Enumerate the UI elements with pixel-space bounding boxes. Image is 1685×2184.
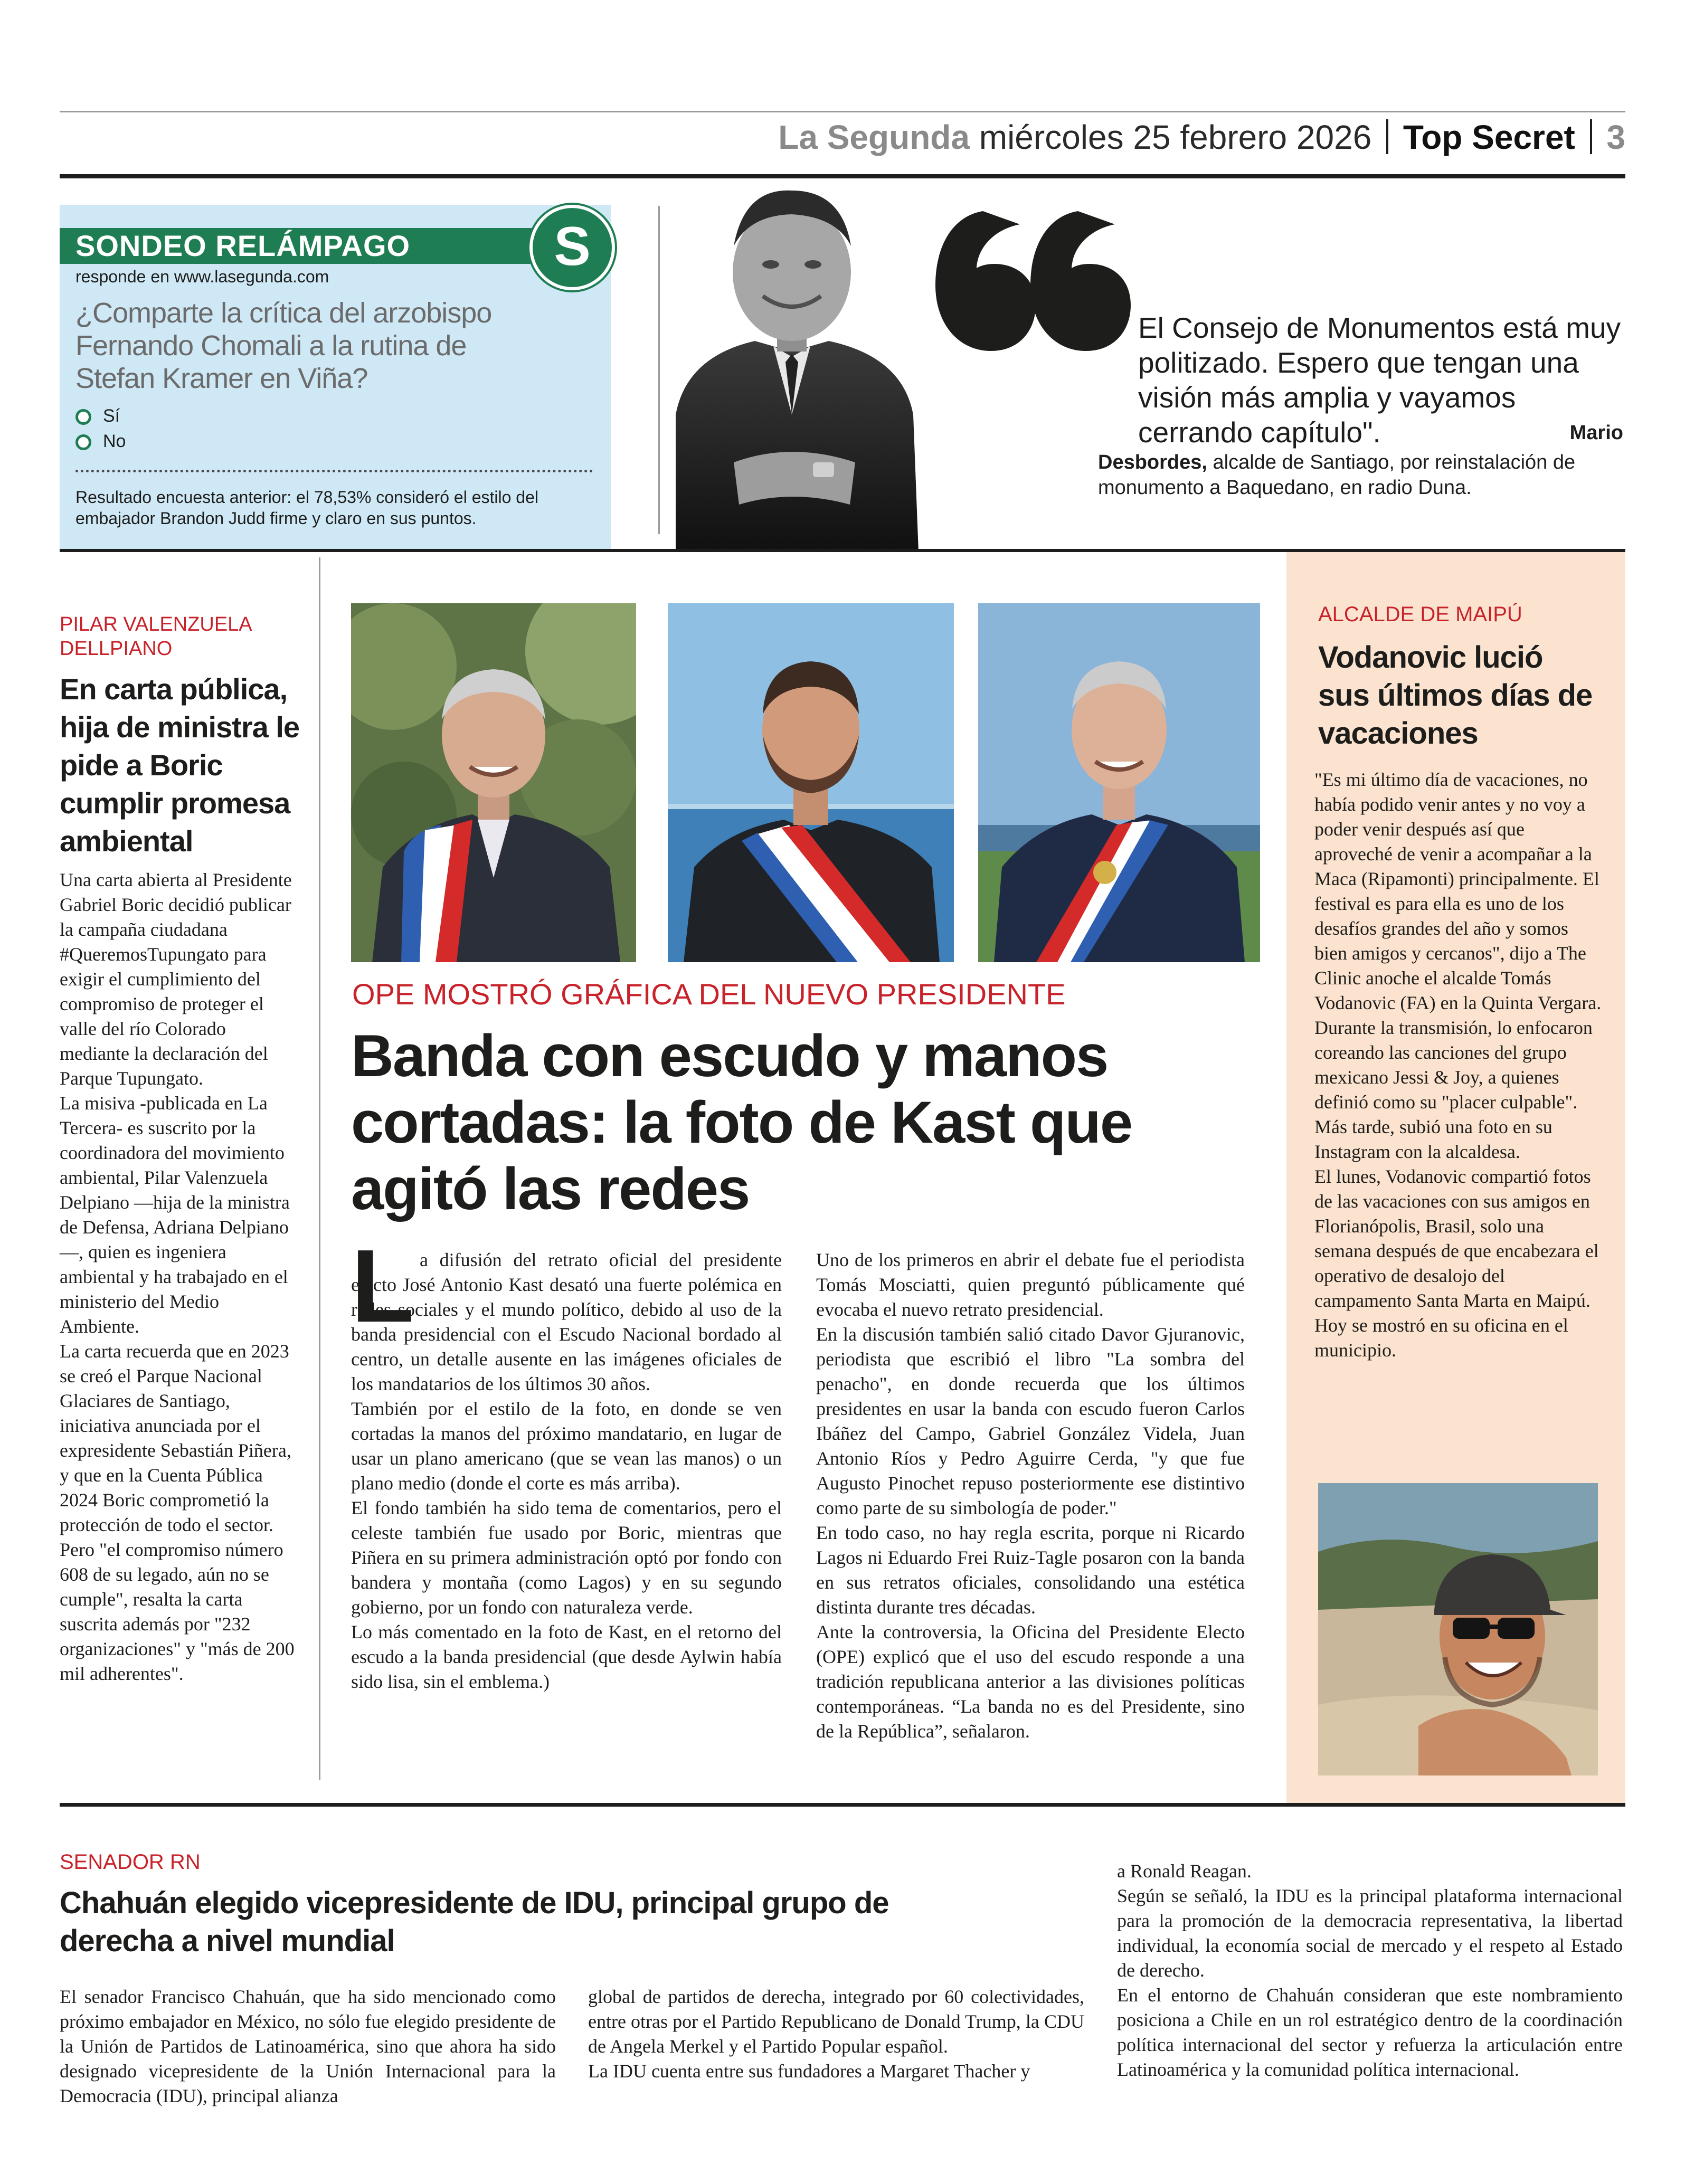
bottom-paragraph: La IDU cuenta entre sus fundadores a Margaret Thacher y bbox=[588, 2060, 1030, 2082]
header-section: Top Secret bbox=[1403, 118, 1575, 156]
header-divider bbox=[1386, 119, 1388, 154]
photo-kast[interactable] bbox=[978, 603, 1260, 962]
poll-question: ¿Comparte la crítica del arzobispo Fernando Chomali a la rutina de Stefan Kramer en Viña? bbox=[75, 297, 492, 394]
quote-attribution-block bbox=[1098, 420, 1623, 445]
main-paragraph: En todo caso, no hay regla escrita, porque ni Ricardo Lagos ni Eduardo Frei Ruiz-Tagle posaron con la banda en sus retratos oficiales, consolidando una estética distinta durante tres décadas. bbox=[816, 1522, 1245, 1618]
main-paragraph: Uno de los primeros en abrir el debate fue el periodista Tomás Mosciatti, quien preguntó públicamente qué evocaba el nuevo retrato presidencial. bbox=[816, 1249, 1245, 1320]
bottom-paragraph: a Ronald Reagan. bbox=[1117, 1860, 1252, 1882]
bottom-kicker: SENADOR RN bbox=[60, 1850, 201, 1874]
poll-previous-result: Resultado encuesta anterior: el 78,53% consideró el estilo del embajador Brandon Judd firme y claro en sus puntos. bbox=[75, 488, 538, 528]
bottom-paragraph: Según se señaló, la IDU es la principal plataforma internacional para la promoción de la democracia representativa, la libertad individual, la economía social de mercado y el respeto al Estado de derecho. bbox=[1117, 1885, 1623, 1981]
left-kicker: PILAR VALENZUELA DELLPIANO bbox=[60, 613, 251, 660]
left-column-divider bbox=[319, 557, 320, 1780]
poll-respond-hint[interactable]: responde en www.lasegunda.com bbox=[75, 267, 329, 286]
header-brand: La Segunda bbox=[778, 118, 970, 156]
top-thin-rule bbox=[60, 111, 1625, 112]
header-date: miércoles 25 febrero 2026 bbox=[979, 118, 1372, 156]
main-paragraph: Ante la controversia, la Oficina del Presidente Electo (OPE) explicó que el uso del escudo responde a una tradición republicana anterior a las divisiones políticas contemporáneas. “La banda no es del Presidente, sino de la República”, señalaron. bbox=[816, 1621, 1245, 1742]
poll-title: SONDEO RELÁMPAGO bbox=[75, 229, 411, 262]
bottom-headline[interactable]: Chahuán elegido vicepresidente de IDU, principal grupo de derecha a nivel mundial bbox=[60, 1886, 889, 1958]
bottom-col-1 bbox=[60, 1984, 556, 2109]
right-body bbox=[1314, 767, 1604, 1363]
left-headline[interactable]: En carta pública, hija de ministra le pide a Boric cumplir promesa ambiental bbox=[60, 672, 300, 858]
main-col-1 bbox=[351, 1248, 782, 1694]
bottom-col-3 bbox=[1117, 1859, 1623, 2082]
main-drop-cap: L bbox=[351, 1228, 414, 1344]
header-page-number: 3 bbox=[1606, 118, 1625, 156]
left-body bbox=[60, 868, 295, 1686]
poll-title-bar bbox=[60, 228, 566, 264]
right-kicker: ALCALDE DE MAIPÚ bbox=[1318, 603, 1522, 626]
right-paragraph: El lunes, Vodanovic compartió fotos de las vacaciones con sus amigos en Florianópolis, Brasil, solo una semana después de que encabezara el operativo de desalojo del campamento Santa Marta en Maipú. Hoy se mostró en su oficina en el municipio. bbox=[1314, 1166, 1599, 1361]
quote-text: El Consejo de Monumentos está muy politizado. Espero que tengan una visión más amplia y vayamos cerrando capítulo". bbox=[1138, 311, 1621, 449]
main-paragraph: a difusión del retrato oficial del presidente electo José Antonio Kast desató una fuerte polémica en redes sociales y el mundo político, debido al uso de la banda presidencial con el Escudo Nacional bordado al centro, un detalle ausente en las imágenes oficiales de los mandatarios de los últimos 30 años. bbox=[351, 1249, 782, 1394]
main-col-2 bbox=[816, 1248, 1245, 1744]
poll-option-no[interactable] bbox=[75, 431, 126, 452]
desbordes-portrait bbox=[655, 167, 929, 552]
header-divider-2 bbox=[1590, 119, 1592, 154]
right-headline[interactable]: Vodanovic lució sus últimos días de vacaciones bbox=[1318, 640, 1593, 751]
photo-vodanovic[interactable] bbox=[1318, 1483, 1598, 1775]
poll-badge-letter: S bbox=[554, 216, 591, 277]
main-kicker: OPE MOSTRÓ GRÁFICA DEL NUEVO PRESIDENTE bbox=[352, 977, 1066, 1011]
poll-dotted-divider bbox=[75, 470, 593, 472]
poll-badge bbox=[529, 205, 615, 290]
left-paragraph: Pero "el compromiso número 608 de su legado, aún no se cumple", resalta la carta suscrita además por "232 organizaciones" y "más de 200 mil adherentes". bbox=[60, 1539, 295, 1684]
left-paragraph: La carta recuerda que en 2023 se creó el Parque Nacional Glaciares de Santiago, iniciativa anunciada por el expresidente Sebastián Piñera, y que en la Cuenta Pública 2024 Boric comprometió la protección de todo el sector. bbox=[60, 1341, 291, 1535]
left-paragraph: La misiva -publicada en La Tercera- es suscrito por la coordinadora del movimiento ambiental, Pilar Valenzuela Delpiano —hija de la ministra de Defensa, Adriana Delpiano—, quien es ingeniera ambiental y ha trabajado en el ministerio del Medio Ambiente. bbox=[60, 1093, 290, 1337]
main-headline[interactable]: Banda con escudo y manos cortadas: la foto de Kast que agitó las redes bbox=[351, 1023, 1132, 1222]
bottom-paragraph: global de partidos de derecha, integrado por 60 colectividades, entre otras por el Partido Republicano de Donald Trump, la CDU de Angela Merkel y el Partido Popular español. bbox=[588, 1986, 1084, 2057]
quote-attribution-text: alcalde de Santiago, por reinstalación de monumento a Baquedano, en radio Duna. bbox=[1098, 451, 1576, 499]
radio-icon[interactable] bbox=[75, 409, 91, 425]
bottom-paragraph: En el entorno de Chahuán consideran que este nombramiento posiciona a Chile en un rol estratégico dentro de la coordinación política internacional del sector y refuerza la articulación entre Latinoamérica y la comunidad política internacional. bbox=[1117, 1984, 1623, 2080]
bottom-col-2 bbox=[588, 1984, 1084, 2084]
bottom-section-rule bbox=[60, 1803, 1625, 1807]
radio-icon[interactable] bbox=[75, 434, 91, 450]
page-header bbox=[778, 119, 1625, 154]
photo-boric[interactable] bbox=[668, 603, 954, 962]
photo-pinera[interactable] bbox=[351, 603, 636, 962]
poll-option-label: No bbox=[103, 431, 126, 451]
poll-option-si[interactable] bbox=[75, 405, 120, 426]
quote-attribution bbox=[1098, 450, 1626, 500]
right-paragraph: "Es mi último día de vacaciones, no había podido venir antes y no voy a poder venir después así que aproveché de venir a acompañar a la Maca (Ripamonti) principalmente. El festival es para ella es uno de los desafíos grandes del año y somos bien amigos y cercanos", dijo a The Clinic anoche el alcalde Tomás Vodanovic (FA) en la Quinta Vergara. bbox=[1314, 769, 1602, 1013]
main-paragraph: En la discusión también salió citado Davor Gjuranovic, periodista que escribió el libro "La sombra del penacho", en donde recuerda que los últimos presidentes en usar la banda con escudo fueron Carlos Ibáñez del Campo, Gabriel González Videla, Juan Antonio Ríos y Pedro Aguirre Cerda, "y que fue Augusto Pinochet repuso posteriormente ese distintivo como parte de su simbología de poder." bbox=[816, 1324, 1245, 1518]
right-paragraph: Más tarde, subió una foto en su Instagram con la alcaldesa. bbox=[1314, 1116, 1553, 1162]
bottom-paragraph: El senador Francisco Chahuán, que ha sido mencionado como próximo embajador en México, no sólo fue elegido presidente de la Unión de Partidos de Latinoamérica, sino que ahora ha sido designado vicepresidente de la Unión Internacional para la Democracia (IDU), principal alianza bbox=[60, 1986, 556, 2106]
main-paragraph: Lo más comentado en la foto de Kast, en el retorno del escudo a la banda presidencial (que desde Aylwin había sido lisa, sin el emblema.) bbox=[351, 1621, 782, 1692]
quote-author-last: Desbordes, bbox=[1098, 451, 1207, 473]
right-paragraph: Durante la transmisión, lo enfocaron coreando las canciones del grupo mexicano Jessi & Joy, a quienes definió como su "placer culpable". bbox=[1314, 1017, 1593, 1113]
quote-mark-icon bbox=[935, 211, 1131, 354]
quote-author-first: Mario bbox=[1569, 422, 1623, 444]
main-paragraph: También por el estilo de la foto, en donde se ven cortadas la manos del próximo mandatario, en lugar de usar un plano americano (que se vean las manos) o un plano medio (donde el corte es más arriba). bbox=[351, 1398, 782, 1494]
main-paragraph: El fondo también ha sido tema de comentarios, pero el celeste también fue usado por Boric, mientras que Piñera en su primera administración optó por fondo con bandera y montaña (como Lagos) y en su segundo gobierno, por un fondo con naturaleza verde. bbox=[351, 1497, 782, 1618]
poll-option-label: Sí bbox=[103, 406, 120, 426]
left-paragraph: Una carta abierta al Presidente Gabriel Boric decidió publicar la campaña ciudadana #QueremosTupungato para exigir el cumplimiento del compromiso de proteger el valle del río Colorado mediante la declaración del Parque Tupungato. bbox=[60, 869, 292, 1089]
